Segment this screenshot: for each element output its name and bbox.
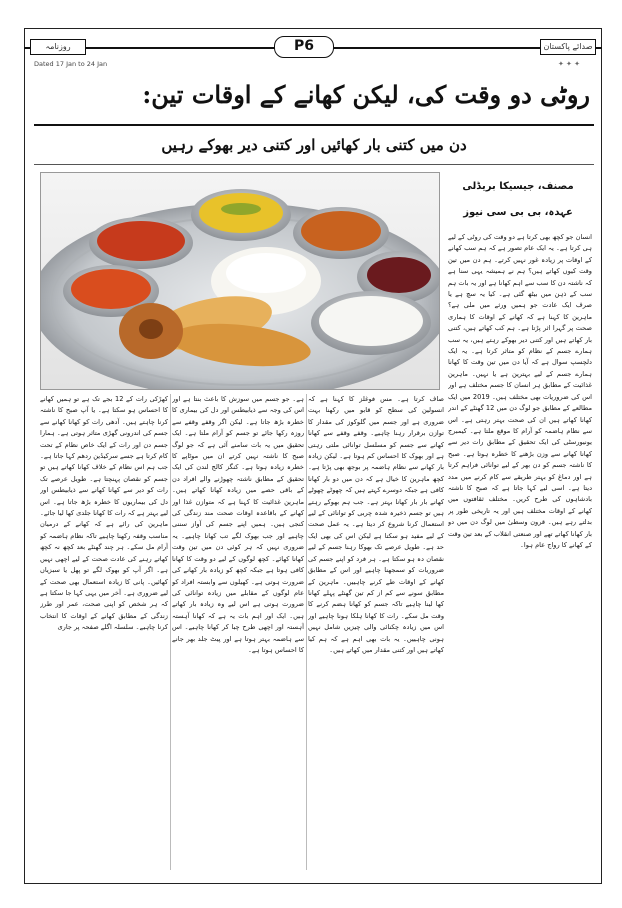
page-number: P6 xyxy=(274,36,334,58)
page-header xyxy=(24,36,602,60)
thali-food-photo xyxy=(40,172,440,390)
header-right-box: صدائے پاکستان xyxy=(540,39,596,55)
author-source: عہدہ، بی بی سی نیوز xyxy=(463,207,573,218)
dated-label: Dated 17 Jan to 24 Jan xyxy=(34,60,108,68)
article-column-4: کھڑکی رات کے 12 بجے تک ہے تو ہمیں کھانے کا احساس ہو سکتا ہے۔ یا آپ صبح کا ناشتہ کرنا چاہتے ہیں۔ آدھی رات کو کھانا کھانے سے جسم کی اندرونی گھڑی متاثر ہوتی ہے۔ ہمارا جسم دن اور رات کے ایک خاص نظام کے تحت کام کرتا ہے جسے سرکیڈین ردھم کہا جاتا ہے۔ جب ہم اس نظام کے خلاف کھانا کھاتے ہیں تو جسم کو نقصان پہنچتا ہے۔ طویل عرصے تک رات کو دیر سے کھانا کھانے سے ذیابیطس اور دل کی بیماریوں کا خطرہ بڑھ جاتا ہے۔ اس لیے بہتر ہے کہ رات کا کھانا جلدی کھا لیا جائے۔ ماہرین کی رائے ہے کہ کھانے کے درمیان مناسب وقفہ رکھنا چاہیے تاکہ نظام ہاضمہ کو آرام مل سکے۔ ہر چند گھنٹے بعد کچھ نہ کچھ کھاتے رہنے کی عادت صحت کے لیے اچھی نہیں ہے۔ اگر آپ کو بھوک لگے تو پھل یا سبزیاں کھائیں۔ پانی کا زیادہ استعمال بھی صحت کے لیے ضروری ہے۔ آخر میں یہی کہا جا سکتا ہے کہ ہر شخص کو اپنی صحت، عمر اور طرز زندگی کے مطابق کھانے کے اوقات کا انتخاب کرنا چاہیے۔ سلسلہ اگلے صفحہ پر جاری xyxy=(40,395,168,632)
article-title: روٹی دو وقت کی، لیکن کھانے کے اوقات تین: xyxy=(142,80,590,109)
article-column-1: انسان جو کچھ بھی کرتا ہے دو وقت کی روٹی کے لیے ہی کرتا ہے۔ یہ ایک عام تصور ہے کہ ہم سب کھانے کے اوقات پر زیادہ غور نہیں کرتے۔ ہم دن میں تین وقت کیوں کھاتے ہیں؟ ہم نے ہمیشہ یہی سنا ہے کہ ناشتہ دن کا سب سے اہم کھانا ہے اور یہ بات ہم سب کے ذہن میں بیٹھ گئی ہے۔ کیا یہ سچ ہے یا صرف ایک عادت جو ہمیں ورثے میں ملی ہے؟ ماہرین کا کہنا ہے کہ کھانے کے اوقات کا ہماری صحت پر گہرا اثر پڑتا ہے۔ ہم کب کھاتے ہیں، کتنی بار کھاتے ہیں اور کتنی دیر بھوکے رہتے ہیں، یہ سب ہمارے جسم کے نظام کو متاثر کرتا ہے۔ یہ ایک دلچسپ سوال ہے کہ آیا دن میں تین وقت کا کھانا ہمارے جسم کے لیے بہترین ہے یا نہیں۔ ماہرین غذائیت کے مطابق ہر انسان کا جسم مختلف ہے اور اس کی ضروریات بھی مختلف ہیں۔ 2019 میں ایک مطالعے کے مطابق جو لوگ دن میں 12 گھنٹے کے اندر کھانا کھاتے ہیں ان کی صحت بہتر رہتی ہے۔ اس سے نظام ہاضمہ کو آرام کا موقع ملتا ہے۔ کیمبرج یونیورسٹی کی ایک تحقیق کے مطابق رات دیر سے کھانا کھانے سے وزن بڑھنے کا خطرہ ہوتا ہے۔ صبح کا ناشتہ جسم کو دن بھر کے لیے توانائی فراہم کرتا ہے اور دماغ کو بہتر طریقے سے کام کرنے میں مدد دیتا ہے۔ اسی لیے کہا جاتا ہے کہ صبح کا ناشتہ بادشاہوں کی طرح کریں۔ مختلف ثقافتوں میں کھانے کے اوقات مختلف ہیں اور یہ تاریخی طور پر بدلتے رہے ہیں۔ قرون وسطیٰ میں لوگ دن میں دو بار کھانا کھاتے تھے اور صنعتی انقلاب کے بعد تین وقت کے کھانے کا رواج عام ہوا۔ xyxy=(448,233,592,549)
byline xyxy=(448,176,588,224)
thali-illustration xyxy=(41,173,440,390)
author-name: مصنف، جیسیکا بریڈلی xyxy=(462,181,574,192)
article-column-3: ہے۔ جو جسم میں سوزش کا باعث بنتا ہے اور اس کی وجہ سے ذیابیطس اور دل کی بیماری کا خطرہ بڑھ جاتا ہے۔ لیکن اگر وقفے وقفے سے روزہ رکھا جائے تو جسم کو آرام ملتا ہے۔ ایک تحقیق میں یہ بات سامنے آئی ہے کہ جو لوگ صبح کا ناشتہ نہیں کرتے ان میں موٹاپے کا خطرہ زیادہ ہوتا ہے۔ کنگز کالج لندن کی ایک تحقیق کے مطابق ناشتہ چھوڑنے والے افراد دن کے باقی حصے میں زیادہ کھانا کھاتے ہیں۔ ماہرین غذائیت کا کہنا ہے کہ متوازن غذا اور کھانے کے باقاعدہ اوقات صحت مند زندگی کی کنجی ہیں۔ ہمیں اپنے جسم کی آواز سننی چاہیے اور جب بھوک لگے تب کھانا چاہیے۔ یہ ضروری نہیں کہ ہر کوئی دن میں تین وقت کھانا کھائے۔ کچھ لوگوں کے لیے دو وقت کا کھانا کافی ہوتا ہے جبکہ کچھ کو زیادہ بار کھانے کی ضرورت ہوتی ہے۔ کھیلوں سے وابستہ افراد کو عام لوگوں کے مقابلے میں زیادہ توانائی کی ضرورت ہوتی ہے اس لیے وہ زیادہ بار کھاتے ہیں۔ ایک اور اہم بات یہ ہے کہ کھانا آہستہ آہستہ اور اچھی طرح چبا کر کھانا چاہیے۔ اس سے ہاضمہ بہتر ہوتا ہے اور پیٹ جلد بھر جانے کا احساس ہوتا ہے۔ xyxy=(172,395,304,654)
subtitle-divider xyxy=(34,164,594,165)
article-subtitle: دن میں کتنی بار کھائیں اور کتنی دیر بھوکے رہیں xyxy=(161,136,467,154)
article-column-2: صاف کرتا ہے۔ مس فوغلز کا کہنا ہے کہ انسولین کی سطح کو قابو میں رکھنا بہت ضروری ہے اور جسم میں گلوکوز کی مقدار کا توازن برقرار رہنا چاہیے۔ وقفے وقفے سے کھانا کھانے سے جسم کو مسلسل توانائی ملتی رہتی ہے اور بھوک کا احساس کم ہوتا ہے۔ لیکن زیادہ بار کھانے سے نظام ہاضمہ پر بوجھ بھی پڑتا ہے۔ کچھ ماہرین کا خیال ہے کہ دن میں دو بار کھانا کافی ہے جبکہ دوسرے کہتے ہیں کہ چھوٹے چھوٹے کھانے بار بار کھانا بہتر ہے۔ جب ہم بھوکے رہتے ہیں تو جسم ذخیرہ شدہ چربی کو توانائی کے لیے استعمال کرنا شروع کر دیتا ہے۔ یہ عمل صحت کے لیے مفید ہو سکتا ہے لیکن اس کی بھی ایک حد ہے۔ طویل عرصے تک بھوکا رہنا جسم کے لیے نقصان دہ ہو سکتا ہے۔ ہر فرد کو اپنے جسم کی ضروریات کو سمجھنا چاہیے اور اس کے مطابق کھانے کے اوقات طے کرنے چاہییں۔ ماہرین کے مطابق سونے سے کم از کم تین گھنٹے پہلے کھانا کھا لینا چاہیے تاکہ جسم کو کھانا ہضم کرنے کا وقت مل سکے۔ رات کا کھانا ہلکا ہونا چاہیے اور اس میں زیادہ چکنائی والی چیزیں شامل نہیں ہونی چاہییں۔ یہ بات بھی اہم ہے کہ ہم کیا کھاتے ہیں اور کتنی مقدار میں کھاتے ہیں۔ xyxy=(308,395,444,654)
column-divider xyxy=(170,394,171,870)
column-divider xyxy=(306,394,307,870)
header-left-box: روزنامہ xyxy=(30,39,86,55)
ornament-icon: ✦ ✦ ✦ xyxy=(557,60,580,68)
title-divider xyxy=(34,124,594,126)
